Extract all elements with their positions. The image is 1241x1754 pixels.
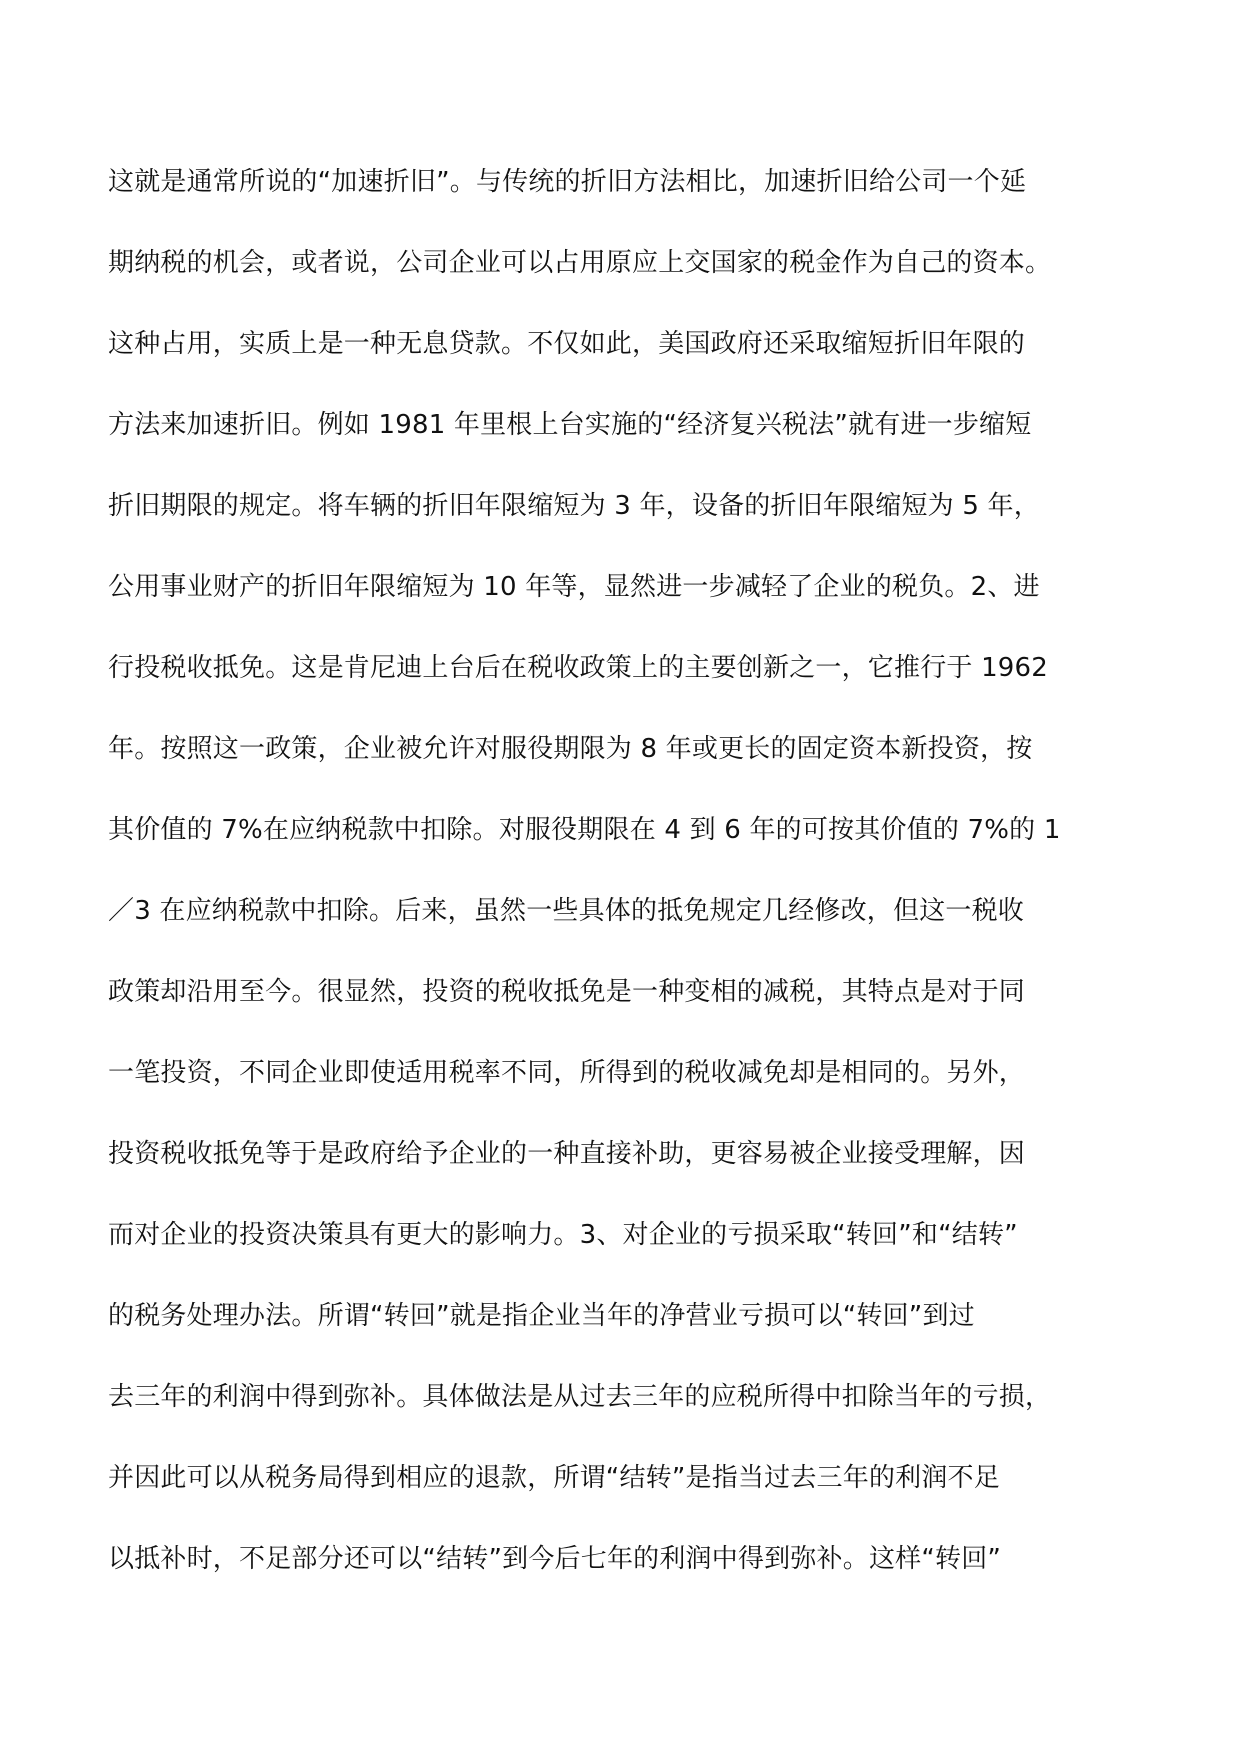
text-line: ／3 在应纳税款中扣除。后来，虽然一些具体的抵免规定几经修改，但这一税收 (108, 896, 1025, 926)
text-line: 行投税收抵免。这是肯尼迪上台后在税收政策上的主要创新之一，它推行于 1962 (108, 653, 1049, 683)
text-line: 这就是通常所说的“加速折旧”。与传统的折旧方法相比，加速折旧给公司一个延 (108, 167, 1027, 197)
body-text (108, 162, 1138, 1620)
text-line: 其价值的 7%在应纳税款中扣除。对服役期限在 4 到 6 年的可按其价值的 7%的 1 (108, 815, 1061, 845)
text-line: 去三年的利润中得到弥补。具体做法是从过去三年的应税所得中扣除当年的亏损， (108, 1382, 1052, 1412)
text-line: 政策却沿用至今。很显然，投资的税收抵免是一种变相的减税，其特点是对于同 (108, 977, 1026, 1007)
text-line: 年。按照这一政策，企业被允许对服役期限为 8 年或更长的固定资本新投资，按 (108, 734, 1033, 764)
text-line: 投资税收抵免等于是政府给予企业的一种直接补助，更容易被企业接受理解，因 (108, 1139, 1026, 1169)
text-line: 的税务处理办法。所谓“转回”就是指企业当年的净营业亏损可以“转回”到过 (108, 1301, 975, 1331)
text-line: 方法来加速折旧。例如 1981 年里根上台实施的“经济复兴税法”就有进一步缩短 (108, 410, 1032, 440)
text-line: 折旧期限的规定。将车辆的折旧年限缩短为 3 年，设备的折旧年限缩短为 5 年， (108, 491, 1040, 521)
text-line: 而对企业的投资决策具有更大的影响力。3、对企业的亏损采取“转回”和“结转” (108, 1220, 1018, 1250)
text-line: 一笔投资，不同企业即使适用税率不同，所得到的税收减免却是相同的。另外， (108, 1058, 1026, 1088)
text-line: 这种占用，实质上是一种无息贷款。不仅如此，美国政府还采取缩短折旧年限的 (108, 329, 1026, 359)
text-line: 并因此可以从税务局得到相应的退款，所谓“结转”是指当过去三年的利润不足 (108, 1463, 1000, 1493)
text-line: 以抵补时，不足部分还可以“结转”到今后七年的利润中得到弥补。这样“转回” (108, 1544, 1002, 1574)
text-line: 公用事业财产的折旧年限缩短为 10 年等，显然进一步减轻了企业的税负。2、进 (108, 572, 1040, 602)
text-line: 期纳税的机会，或者说，公司企业可以占用原应上交国家的税金作为自己的资本。 (108, 248, 1052, 278)
